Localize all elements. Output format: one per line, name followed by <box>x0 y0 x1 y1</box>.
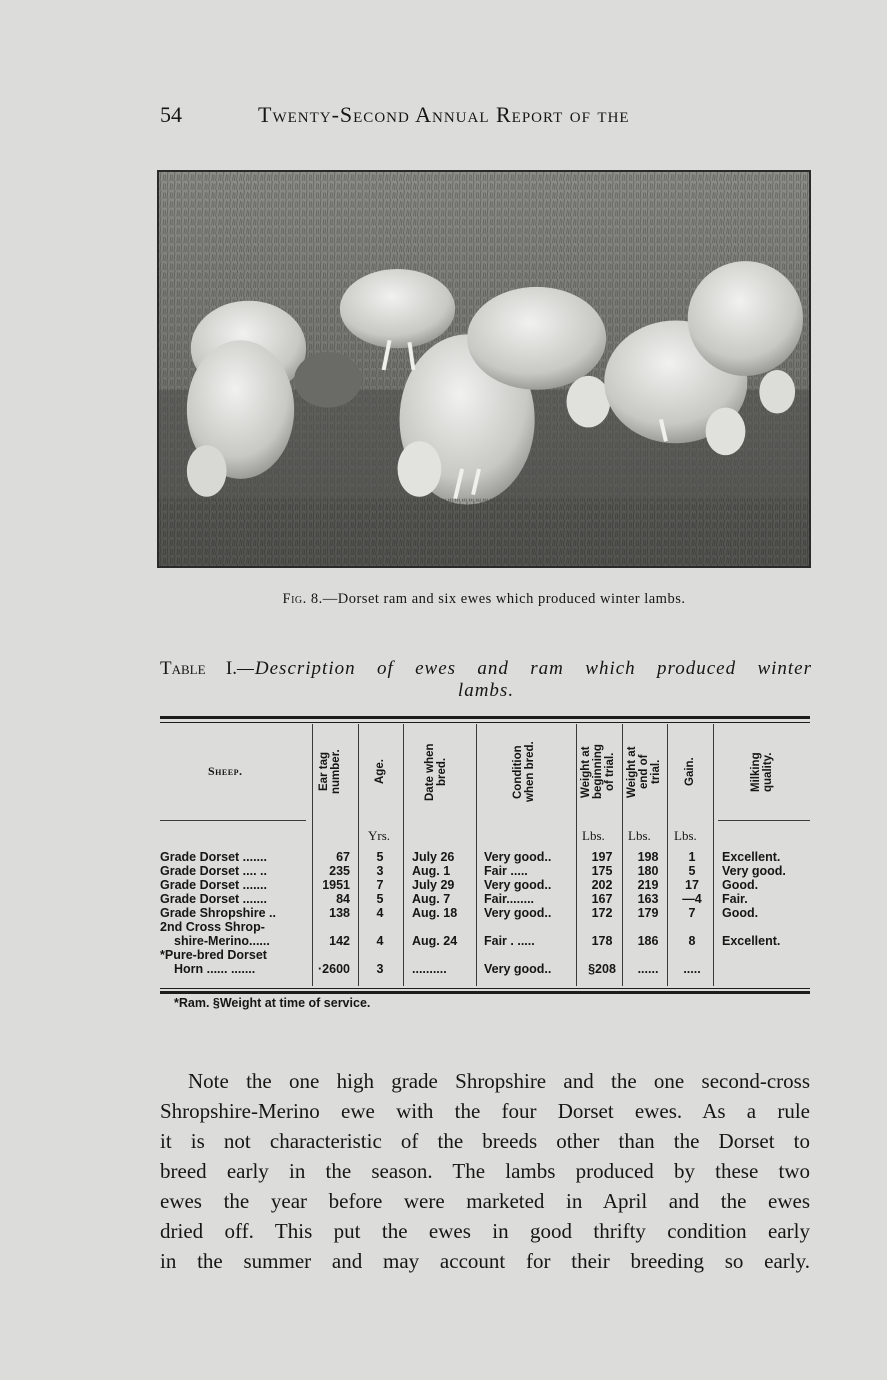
table-footnote: *Ram. §Weight at time of service. <box>174 996 371 1010</box>
table-row: Grade Shropshire .. 138 4 Aug. 18 Very good.. 172 179 7 Good. <box>160 906 759 920</box>
unit-gain: Lbs. <box>674 828 697 843</box>
body-line: Shropshire-Merino ewe with the four Dorset ewes. As a rule <box>160 1099 810 1123</box>
header-condition: Condition when bred. <box>512 741 536 803</box>
header-weight-beginning: Weight at beginning of trial. <box>580 744 616 800</box>
header-underline <box>160 820 306 821</box>
table-bottom-rule-thin <box>160 988 810 989</box>
body-line: dried off. This put the ewes in good thrifty condition early <box>160 1219 810 1243</box>
table-row: Grade Dorset .... .. 235 3 Aug. 1 Fair ..... 175 180 5 Very good. <box>160 864 786 878</box>
figure-caption <box>157 591 811 608</box>
header-weight-end: Weight at end of trial. <box>626 746 662 798</box>
page-number: 54 <box>160 102 182 127</box>
table-label: Table I. <box>160 658 237 679</box>
body-line: in the summer and may account for their breeding so early. <box>160 1249 810 1273</box>
table-title-line-1 <box>160 658 812 680</box>
header-gain: Gain. <box>684 757 696 787</box>
table-row-continuation: *Pure-bred Dorset <box>160 948 267 962</box>
unit-age: Yrs. <box>368 828 391 843</box>
table-title-text-2: lambs. <box>457 680 515 701</box>
header-date-bred: Date when bred. <box>424 743 448 801</box>
table-row: Grade Dorset ....... 67 5 July 26 Very good.. 197 198 1 Excellent. <box>160 850 781 864</box>
body-line: breed early in the season. The lambs produced by these two <box>160 1159 810 1183</box>
table-row: Grade Dorset ....... 1951 7 July 29 Very good.. 202 219 17 Good. <box>160 878 759 892</box>
table-title-text: —Description of ewes and ram which produced winter <box>237 658 813 679</box>
table-row: Grade Dorset ....... 84 5 Aug. 7 Fair........ 167 163 —4 Fair. <box>160 892 748 906</box>
sheep-grazing-illustration <box>159 172 809 566</box>
table-top-rule <box>160 716 810 719</box>
figure-caption-text: —Dorset ram and six ewes which produced winter lambs. <box>322 591 686 607</box>
header-milking: Milking quality. <box>750 752 774 792</box>
unit-weight-begin: Lbs. <box>582 828 605 843</box>
ewes-table <box>160 716 810 996</box>
running-head: Twenty-Second Annual Report of the <box>258 102 630 127</box>
table-title <box>160 658 812 702</box>
body-line: ewes the year before were marketed in April and the ewes <box>160 1189 810 1213</box>
table-row-continuation: 2nd Cross Shrop- <box>160 920 265 934</box>
body-line: it is not characteristic of the breeds other than the Dorset to <box>160 1129 810 1153</box>
unit-weight-end: Lbs. <box>628 828 651 843</box>
header-sheep: Sheep. <box>208 764 243 778</box>
sheep-photograph <box>157 170 811 568</box>
body-line: Note the one high grade Shropshire and the one second-cross <box>188 1069 810 1093</box>
table-row: shire-Merino...... 142 4 Aug. 24 Fair . ..... 178 186 8 Excellent. <box>174 934 781 948</box>
body-paragraph <box>160 1066 810 1276</box>
figure-label: Fig. 8. <box>282 591 323 607</box>
table-top-rule-thin <box>160 722 810 723</box>
header-underline <box>718 820 810 821</box>
header-ear-tag: Ear tag number. <box>318 749 342 795</box>
header-age: Age. <box>374 759 386 785</box>
page-header <box>160 100 810 132</box>
table-title-line-2 <box>160 680 812 702</box>
table-row: Horn ...... ....... ·2600 3 .......... Very good.. §208 ...... ..... <box>174 962 701 976</box>
table-bottom-rule <box>160 991 810 994</box>
